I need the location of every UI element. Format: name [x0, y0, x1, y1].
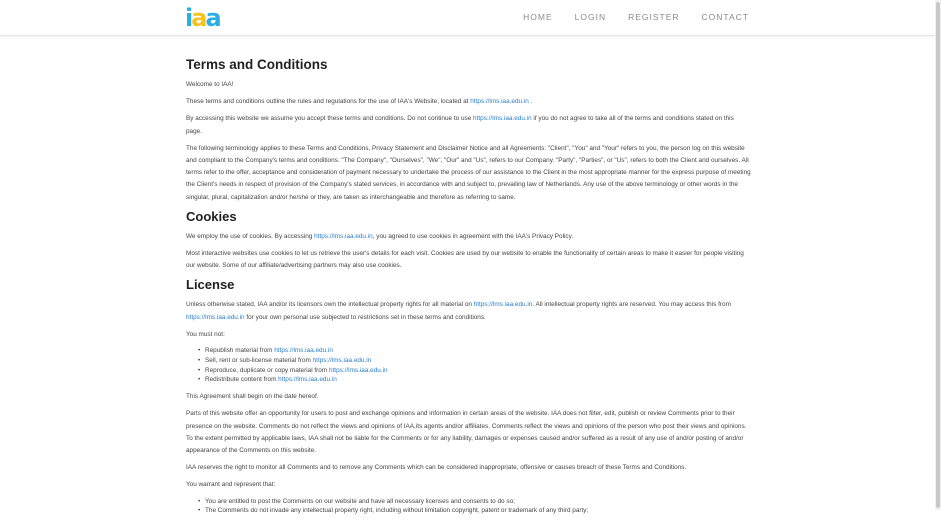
list-item: • Sell, rent or sub-license material from https://lms.iaa.edu.in: [198, 356, 751, 366]
page-title: Terms and Conditions: [186, 57, 328, 72]
nav-home[interactable]: HOME: [523, 12, 553, 22]
list-item: • Redistribute content from https://lms.iaa.edu.in: [198, 375, 751, 385]
license-paragraph: Unless otherwise stated, IAA and/or its licensors own the intellectual property rights for all material on https://lms.iaa.edu.in. All intellectual property rights are reserved. You may access this from https://lms.iaa.edu.in for your own personal use subjected to restrictions set in these terms and conditions.: [186, 301, 731, 321]
terms-content: [186, 57, 751, 522]
access-paragraph: By accessing this website we assume you accept these terms and conditions. Do not continue to use https://lms.iaa.edu.in if you do not agree to take all of the terms and conditions stated on this page.: [186, 115, 734, 135]
reserves-paragraph: IAA reserves the right to monitor all Comments and to remove any Comments which can be considered inappropriate, offensive or causes breach of these Terms and Conditions.: [186, 464, 687, 472]
site-link[interactable]: https://lms.iaa.edu.in: [473, 301, 533, 309]
must-not-label: You must not:: [186, 330, 225, 338]
list-item: • The Comments do not invade any intellectual property right, including without limitation copyright, patent or trademark of any third party;: [198, 506, 751, 516]
list-item: • Republish material from https://lms.iaa.edu.in: [198, 346, 751, 356]
warrant-list: [198, 497, 751, 517]
nav-register[interactable]: REGISTER: [628, 12, 680, 22]
cookies-paragraph-2: Most interactive websites use cookies to let us retrieve the user's details for each visit. Cookies are used by our website to enable the functionality of certain areas to make it easier for people visiting our website. Some of our affiliate/advertising partners may also use cookies.: [186, 250, 744, 270]
site-link[interactable]: https://lms.iaa.edu.in: [186, 313, 245, 321]
must-not-list: [198, 346, 751, 385]
nav-contact[interactable]: CONTACT: [701, 12, 749, 22]
site-link[interactable]: https://lms.iaa.edu.in: [328, 366, 388, 374]
page-scrollbar[interactable]: [935, 0, 941, 510]
site-link[interactable]: https://lms.iaa.edu.in: [470, 98, 529, 106]
list-item: • Reproduce, duplicate or copy material from https://lms.iaa.edu.in: [198, 366, 751, 376]
cookies-heading: Cookies: [186, 208, 237, 224]
site-link[interactable]: https://lms.iaa.edu.in: [274, 347, 333, 355]
agreement-paragraph: This Agreement shall begin on the date hereof.: [186, 393, 319, 401]
list-item: • You are entitled to post the Comments on our website and have all necessary licenses and consents to do so;: [198, 497, 751, 507]
warrant-label: You warrant and represent that:: [186, 481, 276, 489]
intro-paragraph: These terms and conditions outline the rules and regulations for the use of IAA's Website, located at https://lms.iaa.edu.in .: [186, 98, 533, 106]
license-heading: License: [186, 277, 235, 293]
site-link[interactable]: https://lms.iaa.edu.in: [473, 115, 532, 123]
terminology-paragraph: The following terminology applies to these Terms and Conditions, Privacy Statement and Disclaimer Notice and all Agreements: "Client", "You" and "Your" refers to you, the person log on this website and compliant to the Company's terms and conditions. "The Company", "Ourselves", "We", "Our" and "Us", refers to our Company. "Party", "Parties", or "Us", refers to both the Client and ourselves. All terms refer to the offer, acceptance and consideration of payment necessary to undertake the process of our assistance to the Client in the most appropriate manner for the express purpose of meeting the Client's needs in respect of provision of the Company's stated services, in accordance with and subject to, prevailing law of Netherlands. Any use of the above terminology or other words in the singular, plural, capitalization and/or he/she or they, are taken as interchangeable and therefore as referring to same.: [186, 144, 751, 201]
comments-paragraph: Parts of this website offer an opportunity for users to post and exchange opinions and information in certain areas of the website. IAA does not filter, edit, publish or review Comments prior to their presence on the website. Comments do not reflect the views and opinions of IAA,its agents and/or affiliates. Comments reflect the views and opinions of the person who post their views and opinions. To the extent permitted by applicable laws, IAA shall not be liable for the Comments or for any liability, damages or expenses caused and/or suffered as a result of any use of and/or posting of and/or appearance of the Comments on this website.: [186, 410, 747, 455]
site-link[interactable]: https://lms.iaa.edu.in: [278, 376, 337, 384]
site-header: [0, 0, 941, 36]
main-nav: [523, 12, 749, 22]
cookies-paragraph: We employ the use of cookies. By accessing https://lms.iaa.edu.in, you agreed to use cookies in agreement with the IAA's Privacy Policy.: [186, 232, 574, 240]
scrollbar-thumb[interactable]: [936, 2, 940, 508]
site-link[interactable]: https://lms.iaa.edu.in: [314, 232, 373, 240]
site-link[interactable]: https://lms.iaa.edu.in: [312, 356, 372, 364]
welcome-text: Welcome to IAA!: [186, 81, 234, 88]
iaa-logo[interactable]: iaa: [185, 4, 220, 32]
nav-login[interactable]: LOGIN: [574, 12, 607, 22]
